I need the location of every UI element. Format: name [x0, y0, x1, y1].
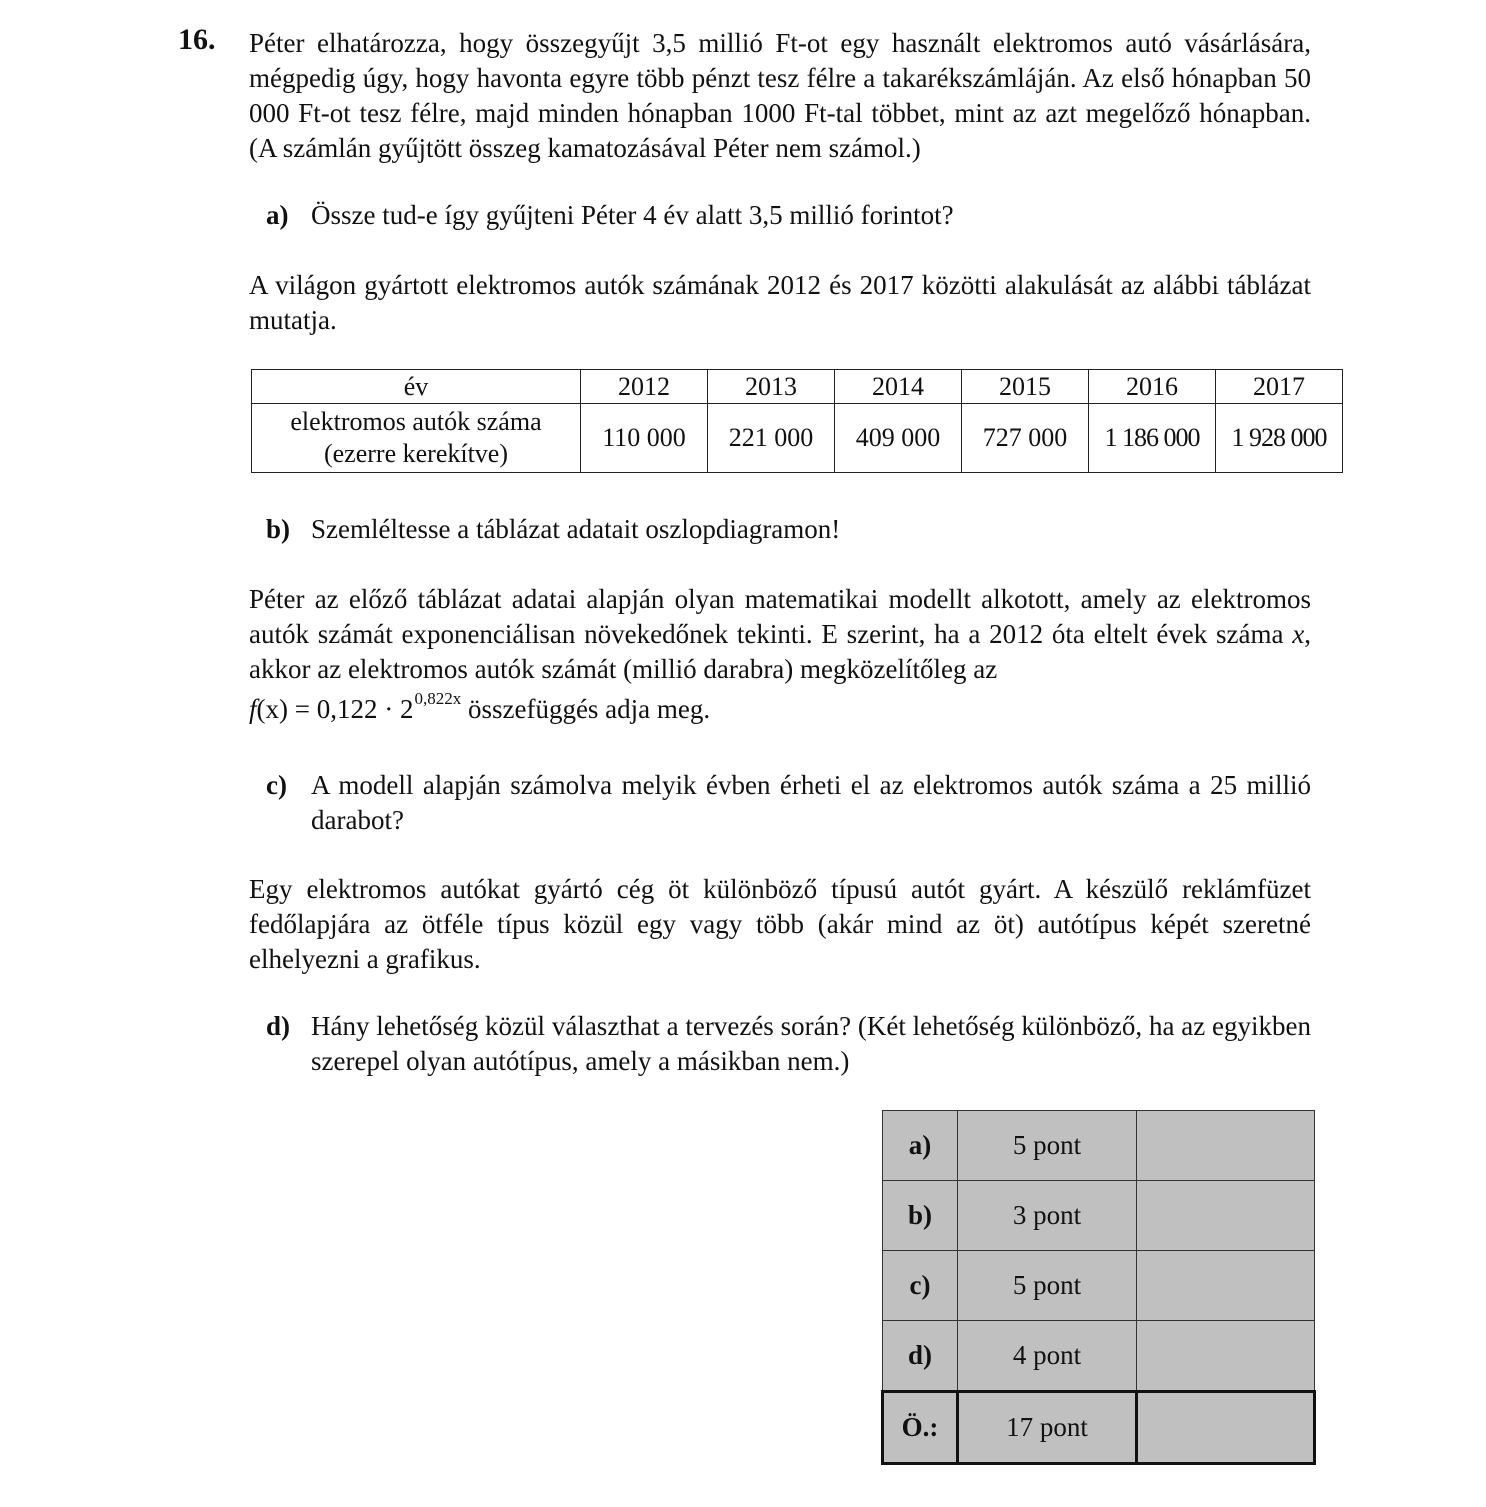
table-row-label-line1: elektromos autók száma — [290, 407, 542, 436]
question-a-text: Össze tud-e így gyűjteni Péter 4 év alatt 3,5 millió forintot? — [311, 200, 954, 230]
score-total-points: 17 pont — [958, 1392, 1137, 1464]
score-label: b) — [883, 1181, 958, 1251]
value-cell: 1 928 000 — [1216, 404, 1343, 473]
score-total-label: Ö.: — [883, 1392, 958, 1464]
model-variable: x — [1292, 619, 1305, 649]
question-c-label: c) — [266, 770, 287, 800]
score-earned-field[interactable] — [1137, 1321, 1315, 1392]
value-cell: 110 000 — [581, 404, 708, 473]
score-row — [883, 1251, 1315, 1321]
score-points: 4 pont — [958, 1321, 1137, 1392]
brochure-description: Egy elektromos autókat gyártó cég öt különböző típusú autót gyárt. A készülő reklámfüzet fedőlapjára az ötféle típus közül egy vagy több (akár mind az öt) autótípus képét szeretné elhelyezni a grafikus. — [249, 874, 1311, 974]
table-row-label-line2: (ezerre kerekítve) — [323, 439, 509, 468]
problem-number: 16. — [178, 23, 216, 56]
model-formula-line — [249, 689, 1311, 730]
score-total-earned-field[interactable] — [1137, 1392, 1315, 1464]
table-values-row — [252, 404, 1343, 473]
question-c-text: A modell alapján számolva melyik évben érheti el az elektromos autók száma a 25 millió darabot? — [311, 770, 1311, 835]
score-points: 5 pont — [958, 1111, 1137, 1181]
question-c — [266, 768, 1311, 838]
score-points: 3 pont — [958, 1181, 1137, 1251]
year-cell: 2017 — [1216, 370, 1343, 404]
score-points: 5 pont — [958, 1251, 1137, 1321]
table-intro: A világon gyártott elektromos autók számának 2012 és 2017 közötti alakulását az alábbi táblázat mutatja. — [249, 270, 1311, 335]
question-b-label: b) — [266, 514, 291, 544]
formula-body: (x) = 0,122 · 2 — [256, 694, 414, 724]
score-earned-field[interactable] — [1137, 1111, 1315, 1181]
question-a-label: a) — [266, 200, 289, 230]
table-header-row — [252, 370, 1343, 404]
year-cell: 2013 — [708, 370, 835, 404]
year-cell: 2014 — [835, 370, 962, 404]
question-b-text: Szemléltesse a táblázat adatait oszlopdiagramon! — [311, 514, 841, 544]
formula-tail: összefüggés adja meg. — [467, 694, 711, 724]
question-d — [266, 1009, 1311, 1079]
formula-function-name: f — [249, 694, 257, 724]
score-earned-field[interactable] — [1137, 1181, 1315, 1251]
value-cell: 1 186 000 — [1089, 404, 1216, 473]
question-b — [266, 512, 1311, 547]
value-cell: 727 000 — [962, 404, 1089, 473]
year-cell: 2012 — [581, 370, 708, 404]
table-header-label: év — [252, 370, 581, 404]
score-row — [883, 1111, 1315, 1181]
year-cell: 2015 — [962, 370, 1089, 404]
score-earned-field[interactable] — [1137, 1251, 1315, 1321]
score-label: d) — [883, 1321, 958, 1392]
question-d-text: Hány lehetőség közül választhat a tervezés során? (Két lehetőség különböző, ha az egyikben szerepel olyan autótípus, amely a másikban nem.) — [311, 1011, 1311, 1076]
score-row — [883, 1181, 1315, 1251]
question-d-label: d) — [266, 1011, 291, 1041]
value-cell: 409 000 — [835, 404, 962, 473]
model-description: Péter az előző táblázat adatai alapján olyan matematikai modellt alkotott, amely az elektromos autók számát exponenciálisan növekedőnek tekinti. E szerint, ha a 2012 óta eltelt évek száma x, akkor az elektromos autók számát (millió darabra) megközelítőleg az — [249, 584, 1311, 684]
score-table — [881, 1110, 1316, 1465]
year-cell: 2016 — [1089, 370, 1216, 404]
formula-exponent: 0,822x — [414, 689, 462, 708]
table-row-label — [252, 404, 581, 473]
score-label: c) — [883, 1251, 958, 1321]
ev-production-table — [251, 369, 1343, 473]
problem-intro: Péter elhatározza, hogy összegyűjt 3,5 millió Ft-ot egy használt elektromos autó vásárlására, mégpedig úgy, hogy havonta egyre több pénzt tesz félre a takarékszámláján. Az első hónapban 50 000 Ft-ot tesz félre, majd minden hónapban 1000 Ft-tal többet, mint az azt megelőző hónapban. (A számlán gyűjtött összeg kamatozásával Péter nem számol.) — [249, 28, 1311, 163]
score-row — [883, 1321, 1315, 1392]
value-cell: 221 000 — [708, 404, 835, 473]
score-label: a) — [883, 1111, 958, 1181]
score-total-row — [883, 1392, 1315, 1464]
question-a — [266, 198, 1311, 233]
